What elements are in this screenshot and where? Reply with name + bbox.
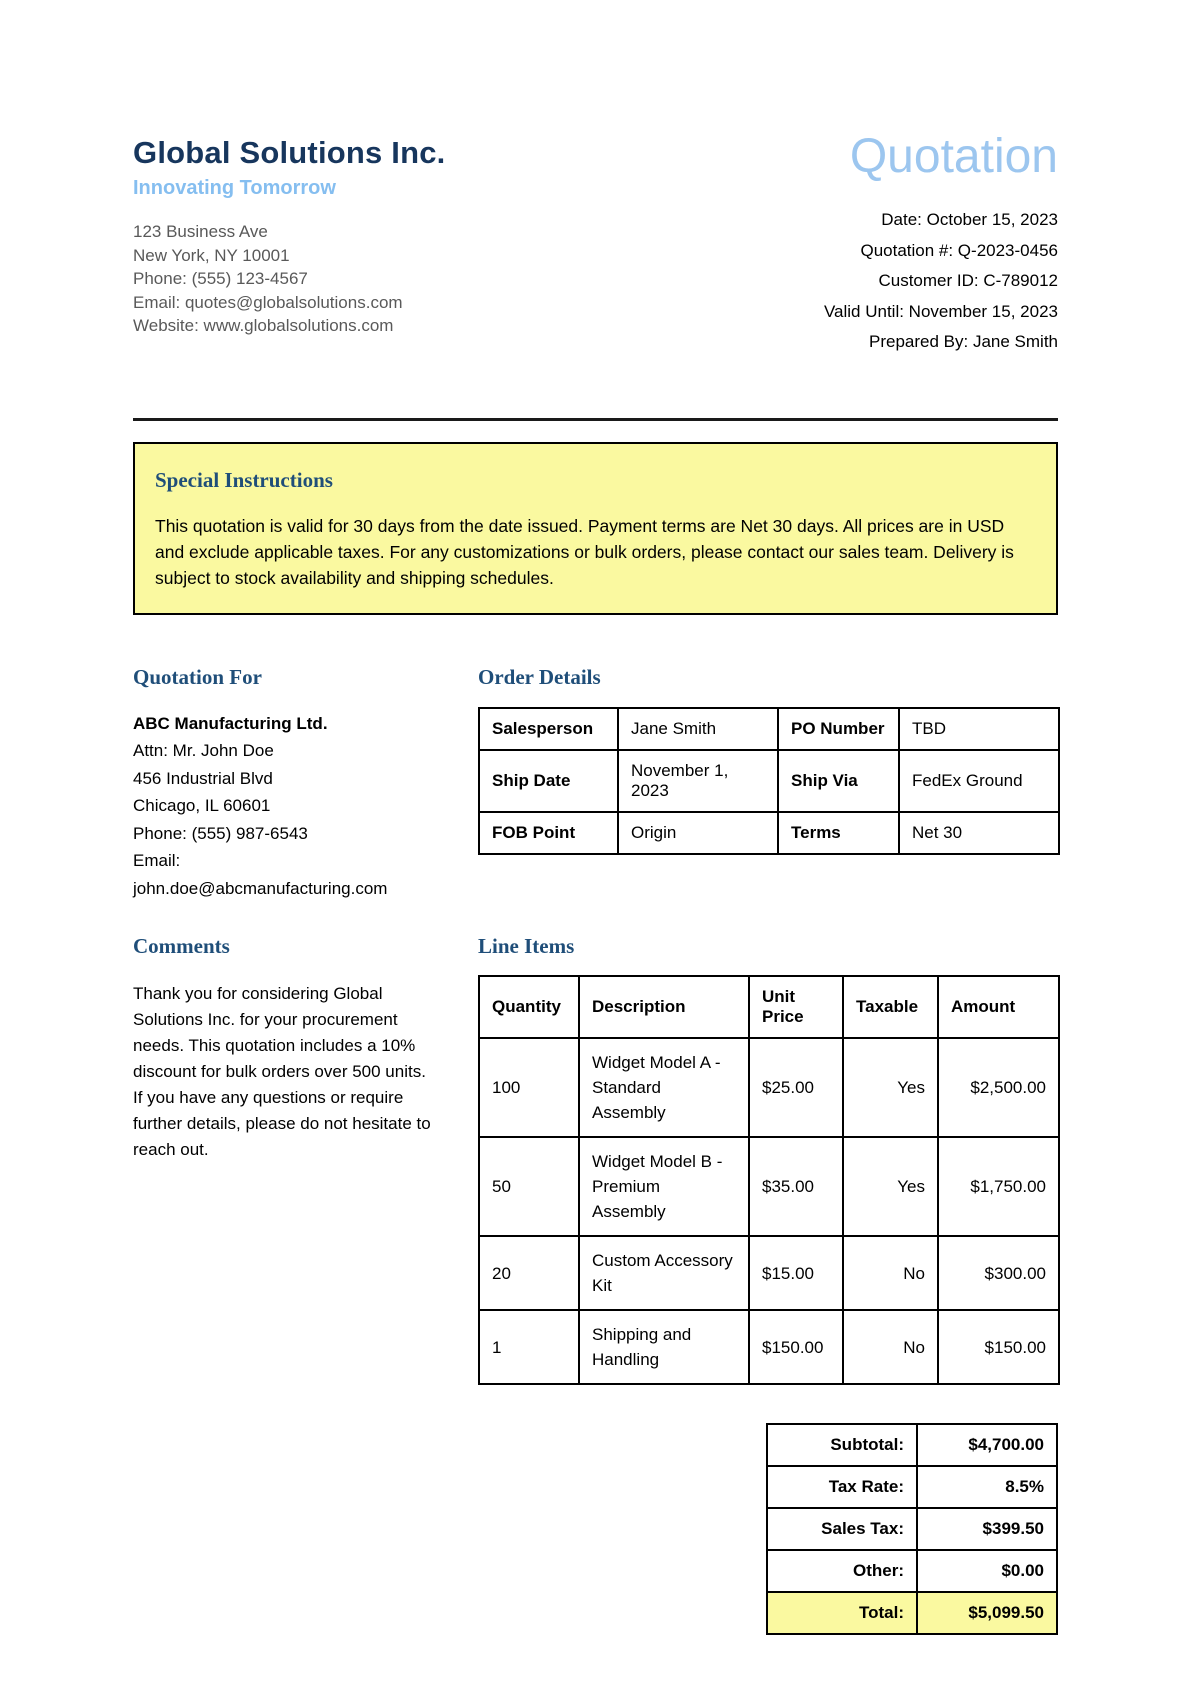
li-amount: $2,500.00 xyxy=(938,1038,1059,1137)
document-meta xyxy=(824,205,1058,358)
li-taxable: Yes xyxy=(843,1038,938,1137)
client-line: Email: john.doe@abcmanufacturing.com xyxy=(133,851,388,898)
totals-section xyxy=(133,1423,1058,1635)
meta-date: Date: October 15, 2023 xyxy=(881,210,1058,229)
section-row-2 xyxy=(133,934,1058,1385)
table-row xyxy=(767,1466,1057,1508)
meta-customer-id: Customer ID: C-789012 xyxy=(878,271,1058,290)
total-value: $399.50 xyxy=(917,1508,1057,1550)
od-label: Salesperson xyxy=(479,708,618,750)
col-header-amount: Amount xyxy=(938,976,1059,1038)
od-value: November 1, 2023 xyxy=(618,750,778,812)
total-label: Subtotal: xyxy=(767,1424,917,1466)
li-amount: $300.00 xyxy=(938,1236,1059,1310)
od-label: FOB Point xyxy=(479,812,618,854)
special-instructions-heading: Special Instructions xyxy=(155,467,333,492)
od-value: FedEx Ground xyxy=(899,750,1059,812)
table-row xyxy=(479,1038,1059,1137)
table-row xyxy=(479,1137,1059,1236)
li-description: Custom Accessory Kit xyxy=(579,1236,749,1310)
comments-heading: Comments xyxy=(133,934,230,958)
line-items-heading: Line Items xyxy=(478,934,575,958)
od-value: Origin xyxy=(618,812,778,854)
total-value: 8.5% xyxy=(917,1466,1057,1508)
table-row xyxy=(767,1592,1057,1634)
line-items-section xyxy=(478,934,1058,1385)
li-unit-price: $150.00 xyxy=(749,1310,843,1384)
order-details-heading: Order Details xyxy=(478,664,601,689)
table-row xyxy=(767,1508,1057,1550)
client-line: Chicago, IL 60601 xyxy=(133,796,271,815)
comments-section xyxy=(133,934,433,1163)
table-row xyxy=(767,1424,1057,1466)
company-tagline: Innovating Tomorrow xyxy=(133,177,336,199)
od-value: Net 30 xyxy=(899,812,1059,854)
total-label: Tax Rate: xyxy=(767,1466,917,1508)
total-value: $4,700.00 xyxy=(917,1424,1057,1466)
quotation-for-heading: Quotation For xyxy=(133,664,262,689)
total-value: $5,099.50 xyxy=(917,1592,1057,1634)
col-header-unit-price: Unit Price xyxy=(749,976,843,1038)
special-instructions-body: This quotation is valid for 30 days from the date issued. Payment terms are Net 30 days. All prices are in USD and exclude applicable taxes. For any customizations or bulk orders, please contact our sales team. Delivery is subject to stock availability and shipping schedules. xyxy=(155,515,1014,588)
address-line: 123 Business Ave xyxy=(133,222,268,241)
meta-quotation-number: Quotation #: Q-2023-0456 xyxy=(860,240,1058,260)
company-block xyxy=(133,135,446,338)
client-line: 456 Industrial Blvd xyxy=(133,768,273,788)
od-label: PO Number xyxy=(778,708,899,750)
li-description: Shipping and Handling xyxy=(579,1310,749,1384)
table-row xyxy=(479,1310,1059,1384)
li-description: Widget Model B - Premium Assembly xyxy=(579,1137,749,1236)
totals-table xyxy=(766,1423,1058,1635)
li-quantity: 100 xyxy=(479,1038,579,1137)
address-line: Phone: (555) 123-4567 xyxy=(133,269,308,288)
table-row xyxy=(479,750,1059,812)
document-title-block xyxy=(823,130,1058,358)
line-items-table xyxy=(478,975,1060,1385)
client-info xyxy=(133,710,433,903)
meta-prepared-by: Prepared By: Jane Smith xyxy=(869,332,1058,351)
section-row-1 xyxy=(133,665,1058,903)
li-quantity: 20 xyxy=(479,1236,579,1310)
client-name: ABC Manufacturing Ltd. xyxy=(133,713,328,733)
li-unit-price: $35.00 xyxy=(749,1137,843,1236)
od-label: Ship Via xyxy=(778,750,899,812)
address-line: New York, NY 10001 xyxy=(133,245,290,265)
li-quantity: 50 xyxy=(479,1137,579,1236)
header-divider xyxy=(133,418,1058,421)
address-line: Website: www.globalsolutions.com xyxy=(133,316,394,335)
li-amount: $150.00 xyxy=(938,1310,1059,1384)
total-value: $0.00 xyxy=(917,1550,1057,1592)
document-title: Quotation xyxy=(849,130,1058,183)
quotation-for-section xyxy=(133,665,433,903)
address-line: Email: quotes@globalsolutions.com xyxy=(133,292,403,312)
li-description: Widget Model A - Standard Assembly xyxy=(579,1038,749,1137)
special-instructions-box xyxy=(133,442,1058,615)
company-name: Global Solutions Inc. xyxy=(133,135,446,170)
od-label: Ship Date xyxy=(479,750,618,812)
li-unit-price: $15.00 xyxy=(749,1236,843,1310)
col-header-quantity: Quantity xyxy=(479,976,579,1038)
total-label: Sales Tax: xyxy=(767,1508,917,1550)
total-label: Other: xyxy=(767,1550,917,1592)
table-row xyxy=(479,812,1059,854)
order-details-section xyxy=(478,665,1058,855)
od-value: TBD xyxy=(899,708,1059,750)
document-header xyxy=(133,130,1058,358)
total-label: Total: xyxy=(767,1592,917,1634)
table-row xyxy=(479,1236,1059,1310)
li-quantity: 1 xyxy=(479,1310,579,1384)
order-details-table xyxy=(478,707,1060,855)
od-value: Jane Smith xyxy=(618,708,778,750)
li-taxable: No xyxy=(843,1310,938,1384)
li-unit-price: $25.00 xyxy=(749,1038,843,1137)
client-line: Attn: Mr. John Doe xyxy=(133,741,274,760)
meta-valid-until: Valid Until: November 15, 2023 xyxy=(823,301,1058,321)
table-header-row xyxy=(479,976,1059,1038)
company-address xyxy=(133,220,446,338)
client-line: Phone: (555) 987-6543 xyxy=(133,823,308,843)
table-row xyxy=(479,708,1059,750)
comments-body: Thank you for considering Global Solutions Inc. for your procurement needs. This quotation includes a 10% discount for bulk orders over 500 units. If you have any questions or require further details, please do not hesitate to reach out. xyxy=(133,984,431,1159)
col-header-taxable: Taxable xyxy=(843,976,938,1038)
li-taxable: No xyxy=(843,1236,938,1310)
table-row xyxy=(767,1550,1057,1592)
li-taxable: Yes xyxy=(843,1137,938,1236)
col-header-description: Description xyxy=(579,976,749,1038)
li-amount: $1,750.00 xyxy=(938,1137,1059,1236)
od-label: Terms xyxy=(778,812,899,854)
